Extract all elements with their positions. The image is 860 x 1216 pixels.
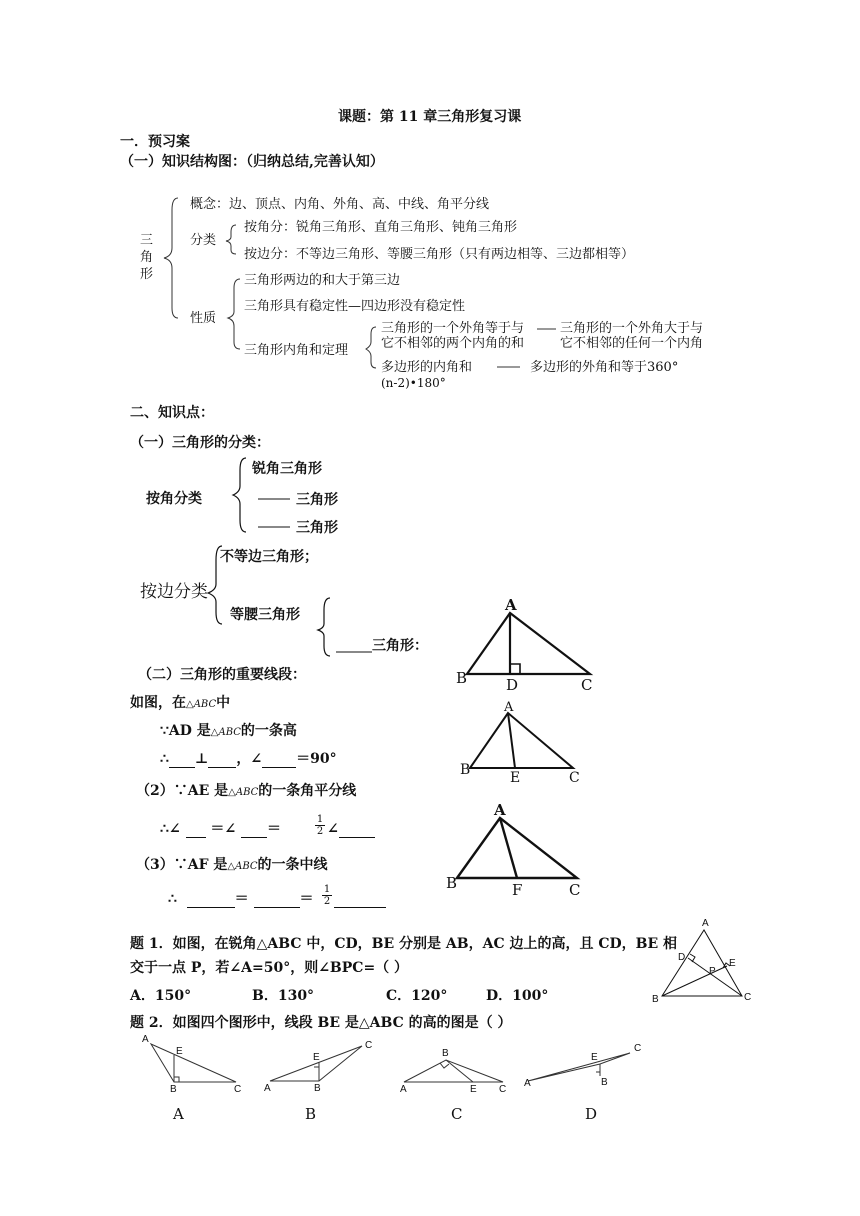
q2-caption-d: D: [585, 1105, 598, 1123]
intro-text: 如图，在△ABC中: [130, 695, 231, 711]
fig1-label-a: A: [505, 596, 517, 614]
q2-caption-a: A: [173, 1105, 184, 1123]
fraction: 1 2: [316, 814, 324, 837]
tree-p3b-r: 多边形的外角和等于360°: [530, 360, 679, 375]
q2d-label-b: B: [601, 1077, 608, 1088]
tree-p3b-l2: (n-2)•180°: [381, 376, 446, 390]
q2d-label-e: E: [591, 1052, 598, 1063]
q2-caption-c: C: [451, 1105, 463, 1123]
fig3-label-f: F: [512, 881, 523, 899]
fig3-label-a: A: [494, 801, 506, 819]
tree-p3: 三角形内角和定理: [244, 343, 349, 358]
fig1-label-c: C: [581, 676, 593, 694]
q1-label-c: C: [744, 992, 752, 1003]
fig3-label-b: B: [446, 874, 458, 892]
median-statement: （3）∵AF 是△ABC的一条中线: [136, 857, 328, 873]
bisector-statement: （2）∵AE 是△ABC的一条角平分线: [136, 783, 357, 799]
fig1-label-d: D: [506, 676, 519, 694]
fraction: 1 2: [323, 884, 331, 907]
q2b-label-a: A: [264, 1083, 271, 1094]
height-conclusion: ∴ ⊥ ，∠ ＝90°: [160, 751, 337, 767]
page-title: 课题：第 11 章三角形复习课: [338, 109, 522, 125]
fig-median: [457, 818, 577, 878]
subsection-heading: （一）知识结构图：（归纳总结,完善认知）: [120, 154, 384, 170]
fig2-label-b: B: [460, 762, 471, 778]
tree-p3a-l1: 三角形的一个外角等于与: [381, 321, 525, 336]
q1-option-c: C．120°: [386, 988, 448, 1004]
q1-label-a: A: [702, 918, 709, 929]
fig3-label-c: C: [569, 881, 581, 899]
q2d-label-c: C: [634, 1043, 642, 1054]
q2b-label-b: B: [314, 1083, 321, 1094]
fig-bisector: [470, 713, 573, 768]
q2d-label-a: A: [524, 1078, 531, 1089]
tree-brace-theorem: [366, 327, 376, 368]
fig2-label-c: C: [569, 770, 580, 786]
angle-item: 三角形: [296, 520, 338, 536]
tree-root: 三角形: [140, 233, 154, 282]
fig2-label-e: E: [510, 770, 521, 786]
fig-altitude: [467, 613, 590, 674]
tree-p3a-l2: 它不相邻的两个内角的和: [381, 336, 525, 351]
side-item: 三角形：: [372, 638, 428, 654]
q2c-label-a: A: [400, 1084, 407, 1095]
q1-option-d: D．100°: [486, 988, 549, 1004]
fig2-label-a: A: [504, 700, 514, 715]
q1-label-e: E: [729, 958, 736, 969]
q2a-label-a: A: [142, 1034, 149, 1045]
tree-brace-property: [228, 279, 240, 349]
tree-brace-root: [164, 198, 178, 318]
tree-classify: 分类: [190, 233, 217, 248]
classify-by-side-label: 按边分类: [140, 582, 208, 602]
tree-property: 性质: [190, 311, 217, 326]
q1-label-d: D: [678, 952, 686, 963]
tree-by-angle: 按角分：锐角三角形、直角三角形、钝角三角形: [244, 220, 518, 235]
bisector-conclusion: ∴∠ ＝∠ ＝: [160, 821, 281, 837]
side-item: 等腰三角形: [230, 607, 300, 623]
angle-item: 三角形: [296, 492, 338, 508]
question-1-cont: 交于一点 P，若∠A=50°，则∠BPC=（ ）: [130, 960, 409, 976]
question-1: 题 1．如图，在锐角△ABC 中，CD，BE 分别是 AB，AC 边上的高，且 CD，BE 相: [130, 936, 677, 952]
q2c-label-b: B: [442, 1048, 449, 1059]
q1-label-p: P: [709, 966, 716, 977]
subsection-heading: （二）三角形的重要线段：: [138, 667, 306, 683]
tree-p3a-r2: 它不相邻的任何一个内角: [560, 336, 704, 351]
q1-option-a: A．150°: [130, 988, 192, 1004]
q2a-label-b: B: [170, 1084, 177, 1095]
q2b-label-c: C: [365, 1040, 373, 1051]
q2a-label-e: E: [176, 1046, 183, 1057]
tree-by-side: 按边分：不等边三角形、等腰三角形（只有两边相等、三边都相等）: [244, 247, 635, 262]
tree-concept: 概念：边、顶点、内角、外角、高、中线、角平分线: [190, 197, 490, 212]
isosceles-brace: [318, 598, 330, 656]
height-statement: ∵AD 是△ABC的一条高: [160, 723, 297, 739]
side-brace: [208, 546, 222, 624]
fig1-label-b: B: [456, 669, 468, 687]
classify-by-angle-label: 按角分类: [146, 491, 202, 507]
subsection-heading: （一）三角形的分类：: [130, 435, 270, 451]
section-heading: 二、知识点：: [130, 405, 214, 421]
tree-p1: 三角形两边的和大于第三边: [244, 273, 401, 288]
angle-item: 锐角三角形: [252, 461, 322, 477]
q1-label-b: B: [652, 994, 659, 1005]
tree-p3b-l1: 多边形的内角和: [381, 360, 473, 375]
tree-p3a-r1: 三角形的一个外角大于与: [560, 321, 704, 336]
q2-figures: [151, 1044, 630, 1082]
q2-caption-b: B: [305, 1105, 317, 1123]
q2a-label-c: C: [234, 1084, 242, 1095]
side-item: 不等边三角形；: [220, 549, 318, 565]
section-heading: 一．预习案: [120, 134, 190, 150]
q2b-label-e: E: [313, 1052, 320, 1063]
q1-option-b: B．130°: [252, 988, 315, 1004]
q2c-label-c: C: [499, 1084, 507, 1095]
tree-brace-classify: [226, 225, 236, 254]
q2c-label-e: E: [470, 1084, 477, 1095]
bisector-angle: ∠: [327, 820, 375, 838]
tree-p2: 三角形具有稳定性—四边形没有稳定性: [244, 299, 466, 314]
angle-brace: [233, 458, 246, 532]
median-conclusion: ∴ ＝ ＝: [168, 891, 314, 907]
question-2: 题 2．如图四个图形中，线段 BE 是△ABC 的高的图是（ ）: [130, 1015, 512, 1031]
